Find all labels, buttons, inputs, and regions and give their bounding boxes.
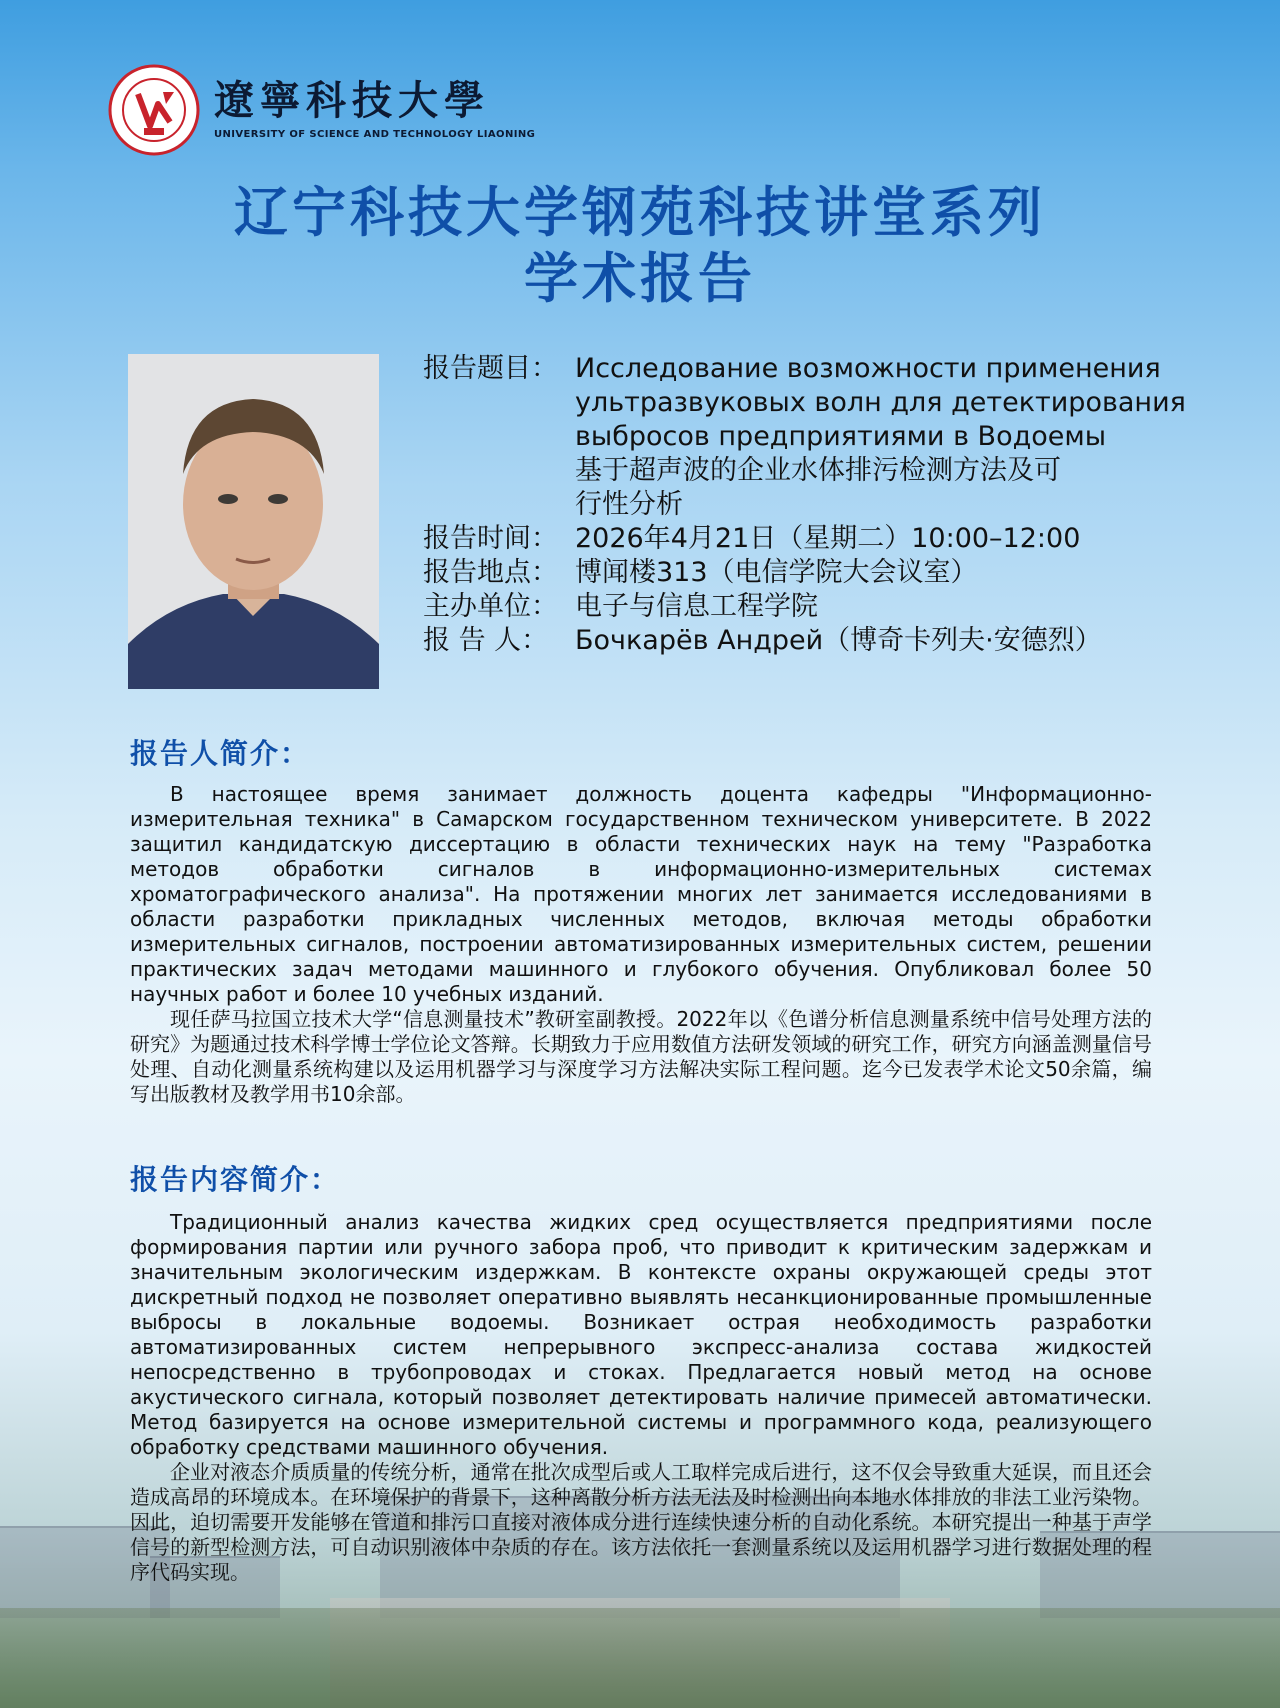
university-name-cn: 遼寧科技大學 bbox=[214, 76, 490, 124]
university-seal-icon bbox=[108, 64, 200, 156]
speaker-portrait-icon bbox=[128, 354, 379, 689]
time-row bbox=[423, 522, 1223, 556]
host-row bbox=[423, 590, 1223, 624]
abstract-heading: 报告内容简介： bbox=[130, 1163, 341, 1196]
place-row bbox=[423, 556, 1223, 590]
host-label: 主办单位： bbox=[423, 591, 558, 622]
place-label: 报告地点： bbox=[423, 557, 558, 588]
topic-cn-line-1: 基于超声波的企业水体排污检测方法及可 bbox=[575, 455, 1061, 486]
abstract-ru-paragraph: Традиционный анализ качества жидких сред осуществляется предприятиями после формирования партии или ручного забора проб, что приводит к критическим задержкам и значительным экологическим издержкам. В контексте охраны окружающей среды этот дискретный подход не позволяет оперативно выявлять несанкционированные промышленные выбросы в локальные водоемы. Возникает острая необходимость разработки автоматизированных систем непрерывного экспресс-анализа состава жидкостей непосредственно в трубопроводах и стоках. Предлагается новый метод на основе акустического сигнала, который позволяет детектировать наличие примесей автоматически. Метод базируется на основе измерительной системы и программного кода, реализующего обработку средствами машинного обучения. bbox=[130, 1210, 1152, 1459]
university-name-en: UNIVERSITY OF SCIENCE AND TECHNOLOGY LIAONING bbox=[214, 128, 536, 140]
bio-ru-paragraph: В настоящее время занимает должность доцента кафедры "Информационно-измерительная техника" в Самарском государственном техническом университете. В 2022 защитил кандидатскую диссертацию в области технических наук на тему "Разработка методов обработки сигналов в информационно-измерительных системах хроматографического анализа". На протяжении многих лет занимается исследованиями в области разработки прикладных численных методов, включая методы обработки измерительных сигналов, построении автоматизированных измерительных систем, решении практических задач методами машинного и глубокого обучения. Опубликовал более 50 научных работ и более 10 учебных изданий. bbox=[130, 782, 1152, 1006]
bio-cn-paragraph: 现任萨马拉国立技术大学“信息测量技术”教研室副教授。2022年以《色谱分析信息测量系统中信号处理方法的研究》为题通过技术科学博士学位论文答辩。长期致力于应用数值方法研发领域的研究工作，研究方向涵盖测量信号处理、自动化测量系统构建以及运用机器学习与深度学习方法解决实际工程问题。迄今已发表学术论文50余篇，编写出版教材及教学用书10余部。 bbox=[130, 1007, 1152, 1106]
university-header bbox=[108, 60, 535, 160]
speaker-photo bbox=[128, 354, 379, 689]
abstract-cn-paragraph: 企业对液态介质质量的传统分析，通常在批次成型后或人工取样完成后进行，这不仅会导致重大延误，而且还会造成高昂的环境成本。在环境保护的背景下，这种离散分析方法无法及时检测出向本地水体排放的非法工业污染物。因此，迫切需要开发能够在管道和排污口直接对液体成分进行连续快速分析的自动化系统。本研究提出一种基于声学信号的新型检测方法，可自动识别液体中杂质的存在。该方法依托一套测量系统以及运用机器学习进行数据处理的程序代码实现。 bbox=[130, 1460, 1152, 1584]
speaker-value: Бочкарёв Андрей（博奇卡列夫·安德烈） bbox=[575, 625, 1102, 656]
topic-ru-line-1: Исследование возможности применения bbox=[575, 353, 1161, 384]
topic-ru-line-2: ультразвуковых волн для детектирования bbox=[575, 387, 1186, 418]
speaker-label: 报 告 人： bbox=[423, 625, 549, 656]
page-title bbox=[0, 180, 1280, 312]
bio-text bbox=[130, 782, 1152, 1107]
title-line-1: 辽宁科技大学钢苑科技讲堂系列 bbox=[234, 181, 1046, 244]
topic-value bbox=[575, 352, 1223, 522]
speaker-row bbox=[423, 624, 1223, 658]
time-label: 报告时间： bbox=[423, 523, 558, 554]
time-value: 2026年4月21日（星期二）10:00–12:00 bbox=[575, 523, 1081, 554]
place-value: 博闻楼313（电信学院大会议室） bbox=[575, 557, 978, 588]
topic-cn-line-2: 行性分析 bbox=[575, 489, 683, 520]
abstract-text bbox=[130, 1210, 1152, 1585]
topic-label: 报告题目： bbox=[423, 353, 558, 384]
lecture-info bbox=[423, 352, 1223, 658]
topic-row bbox=[423, 352, 1223, 522]
title-line-2: 学术报告 bbox=[524, 247, 756, 310]
host-value: 电子与信息工程学院 bbox=[575, 591, 818, 622]
topic-ru-line-3: выбросов предприятиями в Водоемы bbox=[575, 421, 1107, 452]
bio-heading: 报告人简介： bbox=[130, 737, 311, 770]
